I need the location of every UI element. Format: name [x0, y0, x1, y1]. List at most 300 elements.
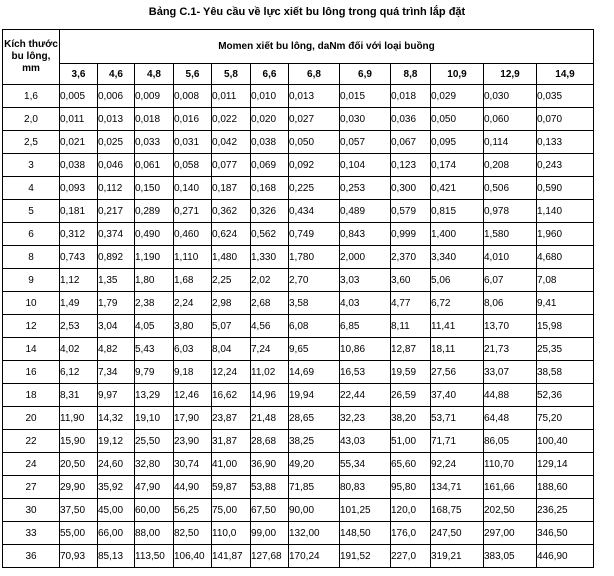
torque-value-cell: 0,050 — [431, 108, 484, 131]
torque-value-cell: 49,20 — [289, 453, 340, 476]
torque-value-cell: 1,68 — [174, 269, 212, 292]
torque-value-cell: 9,41 — [537, 292, 594, 315]
torque-value-cell: 1,780 — [289, 246, 340, 269]
torque-value-cell: 18,11 — [431, 338, 484, 361]
torque-value-cell: 11,90 — [60, 407, 98, 430]
torque-value-cell: 23,87 — [212, 407, 251, 430]
torque-value-cell: 0,027 — [289, 108, 340, 131]
grade-header: 5,6 — [174, 64, 212, 85]
torque-value-cell: 191,52 — [340, 545, 391, 568]
table-row — [3, 499, 594, 522]
torque-value-cell: 82,50 — [174, 522, 212, 545]
torque-value-cell: 22,44 — [340, 384, 391, 407]
torque-value-cell: 2,000 — [340, 246, 391, 269]
bolt-size-cell: 36 — [3, 545, 60, 568]
torque-value-cell: 0,749 — [289, 223, 340, 246]
table-row — [3, 269, 594, 292]
torque-value-cell: 1,49 — [60, 292, 98, 315]
table-row — [3, 154, 594, 177]
torque-value-cell: 0,031 — [174, 131, 212, 154]
torque-value-cell: 95,80 — [391, 476, 431, 499]
grade-row — [3, 64, 594, 85]
torque-value-cell: 0,590 — [537, 177, 594, 200]
torque-value-cell: 8,11 — [391, 315, 431, 338]
table-row — [3, 361, 594, 384]
torque-value-cell: 0,326 — [251, 200, 289, 223]
torque-value-cell: 4,680 — [537, 246, 594, 269]
torque-value-cell: 319,21 — [431, 545, 484, 568]
torque-value-cell: 0,060 — [484, 108, 537, 131]
torque-value-cell: 0,042 — [212, 131, 251, 154]
torque-value-cell: 168,75 — [431, 499, 484, 522]
torque-value-cell: 0,069 — [251, 154, 289, 177]
bolt-size-cell: 2,0 — [3, 108, 60, 131]
torque-value-cell: 19,94 — [289, 384, 340, 407]
torque-value-cell: 148,50 — [340, 522, 391, 545]
torque-value-cell: 44,90 — [174, 476, 212, 499]
torque-value-cell: 110,70 — [484, 453, 537, 476]
torque-value-cell: 0,006 — [98, 85, 135, 108]
torque-value-cell: 13,29 — [135, 384, 174, 407]
torque-value-cell: 0,021 — [60, 131, 98, 154]
torque-value-cell: 0,114 — [484, 131, 537, 154]
torque-value-cell: 32,23 — [340, 407, 391, 430]
torque-value-cell: 4,02 — [60, 338, 98, 361]
grade-header: 14,9 — [537, 64, 594, 85]
table-row — [3, 177, 594, 200]
table-title: Bảng C.1- Yêu cầu về lực xiết bu lông trong quá trình lắp đặt — [148, 6, 466, 18]
torque-value-cell: 2,98 — [212, 292, 251, 315]
torque-value-cell: 19,12 — [98, 430, 135, 453]
torque-value-cell: 21,48 — [251, 407, 289, 430]
torque-value-cell: 28,68 — [251, 430, 289, 453]
torque-value-cell: 0,434 — [289, 200, 340, 223]
torque-value-cell: 71,71 — [431, 430, 484, 453]
torque-value-cell: 2,53 — [60, 315, 98, 338]
torque-value-cell: 67,50 — [251, 499, 289, 522]
torque-value-cell: 0,038 — [251, 131, 289, 154]
torque-value-cell: 0,025 — [98, 131, 135, 154]
torque-value-cell: 1,480 — [212, 246, 251, 269]
torque-value-cell: 113,50 — [135, 545, 174, 568]
torque-value-cell: 37,50 — [60, 499, 98, 522]
bolt-size-cell: 8 — [3, 246, 60, 269]
torque-value-cell: 0,067 — [391, 131, 431, 154]
torque-value-cell: 2,25 — [212, 269, 251, 292]
torque-value-cell: 0,008 — [174, 85, 212, 108]
torque-value-cell: 0,624 — [212, 223, 251, 246]
size-column-header: Kích thước bu lông, mm — [3, 30, 60, 85]
torque-value-cell: 3,60 — [391, 269, 431, 292]
torque-value-cell: 0,181 — [60, 200, 98, 223]
torque-value-cell: 0,421 — [431, 177, 484, 200]
torque-value-cell: 14,32 — [98, 407, 135, 430]
torque-value-cell: 36,90 — [251, 453, 289, 476]
torque-value-cell: 0,022 — [212, 108, 251, 131]
torque-value-cell: 52,36 — [537, 384, 594, 407]
torque-value-cell: 9,18 — [174, 361, 212, 384]
torque-value-cell: 7,24 — [251, 338, 289, 361]
table-row — [3, 246, 594, 269]
torque-value-cell: 0,038 — [60, 154, 98, 177]
torque-value-cell: 9,97 — [98, 384, 135, 407]
torque-value-cell: 247,50 — [431, 522, 484, 545]
torque-value-cell: 3,03 — [340, 269, 391, 292]
torque-value-cell: 297,00 — [484, 522, 537, 545]
table-row — [3, 315, 594, 338]
torque-value-cell: 1,190 — [135, 246, 174, 269]
torque-value-cell: 17,90 — [174, 407, 212, 430]
torque-value-cell: 6,12 — [60, 361, 98, 384]
torque-value-cell: 0,174 — [431, 154, 484, 177]
torque-value-cell: 64,48 — [484, 407, 537, 430]
torque-value-cell: 0,016 — [174, 108, 212, 131]
torque-value-cell: 0,300 — [391, 177, 431, 200]
torque-value-cell: 3,340 — [431, 246, 484, 269]
torque-value-cell: 2,38 — [135, 292, 174, 315]
torque-value-cell: 161,66 — [484, 476, 537, 499]
torque-value-cell: 0,029 — [431, 85, 484, 108]
torque-value-cell: 44,88 — [484, 384, 537, 407]
torque-value-cell: 8,06 — [484, 292, 537, 315]
grade-header: 8,8 — [391, 64, 431, 85]
torque-value-cell: 6,07 — [484, 269, 537, 292]
bolt-size-cell: 27 — [3, 476, 60, 499]
torque-value-cell: 2,24 — [174, 292, 212, 315]
torque-value-cell: 0,093 — [60, 177, 98, 200]
torque-value-cell: 85,13 — [98, 545, 135, 568]
torque-value-cell: 59,87 — [212, 476, 251, 499]
grade-header: 4,6 — [98, 64, 135, 85]
torque-value-cell: 2,68 — [251, 292, 289, 315]
torque-value-cell: 0,562 — [251, 223, 289, 246]
torque-value-cell: 75,00 — [212, 499, 251, 522]
torque-value-cell: 12,24 — [212, 361, 251, 384]
torque-value-cell: 4,77 — [391, 292, 431, 315]
torque-value-cell: 41,00 — [212, 453, 251, 476]
grade-header: 6,8 — [289, 64, 340, 85]
torque-value-cell: 9,65 — [289, 338, 340, 361]
torque-value-cell: 3,04 — [98, 315, 135, 338]
torque-value-cell: 0,070 — [537, 108, 594, 131]
torque-value-cell: 383,05 — [484, 545, 537, 568]
torque-value-cell: 1,79 — [98, 292, 135, 315]
torque-value-cell: 0,362 — [212, 200, 251, 223]
grade-header: 6,9 — [340, 64, 391, 85]
table-row — [3, 476, 594, 499]
torque-value-cell: 0,133 — [537, 131, 594, 154]
table-row — [3, 384, 594, 407]
table-row — [3, 292, 594, 315]
bolt-size-cell: 1,6 — [3, 85, 60, 108]
bolt-size-cell: 14 — [3, 338, 60, 361]
torque-value-cell: 0,168 — [251, 177, 289, 200]
torque-header-bold: Momen xiết bu lông, — [218, 41, 315, 52]
torque-value-cell: 202,50 — [484, 499, 537, 522]
torque-value-cell: 0,374 — [98, 223, 135, 246]
torque-value-cell: 0,030 — [484, 85, 537, 108]
bolt-size-cell: 16 — [3, 361, 60, 384]
torque-value-cell: 37,40 — [431, 384, 484, 407]
torque-value-cell: 47,90 — [135, 476, 174, 499]
grade-header: 5,8 — [212, 64, 251, 85]
torque-value-cell: 101,25 — [340, 499, 391, 522]
bolt-size-cell: 5 — [3, 200, 60, 223]
torque-value-cell: 0,036 — [391, 108, 431, 131]
torque-value-cell: 14,69 — [289, 361, 340, 384]
torque-value-cell: 70,93 — [60, 545, 98, 568]
table-row — [3, 522, 594, 545]
torque-value-cell: 30,74 — [174, 453, 212, 476]
torque-value-cell: 106,40 — [174, 545, 212, 568]
torque-value-cell: 99,00 — [251, 522, 289, 545]
torque-value-cell: 38,20 — [391, 407, 431, 430]
torque-value-cell: 0,046 — [98, 154, 135, 177]
table-row — [3, 338, 594, 361]
torque-value-cell: 346,50 — [537, 522, 594, 545]
torque-value-cell: 16,53 — [340, 361, 391, 384]
grade-header: 6,6 — [251, 64, 289, 85]
torque-value-cell: 110,0 — [212, 522, 251, 545]
torque-value-cell: 0,999 — [391, 223, 431, 246]
torque-value-cell: 6,03 — [174, 338, 212, 361]
bolt-size-cell: 12 — [3, 315, 60, 338]
grade-header: 3,6 — [60, 64, 98, 85]
torque-value-cell: 0,005 — [60, 85, 98, 108]
torque-value-cell: 25,50 — [135, 430, 174, 453]
torque-value-cell: 188,60 — [537, 476, 594, 499]
torque-value-cell: 0,140 — [174, 177, 212, 200]
torque-value-cell: 0,030 — [340, 108, 391, 131]
table-body — [3, 85, 594, 568]
torque-value-cell: 13,70 — [484, 315, 537, 338]
torque-value-cell: 43,03 — [340, 430, 391, 453]
torque-value-cell: 0,150 — [135, 177, 174, 200]
bolt-size-cell: 3 — [3, 154, 60, 177]
torque-value-cell: 10,86 — [340, 338, 391, 361]
table-row — [3, 223, 594, 246]
torque-value-cell: 92,24 — [431, 453, 484, 476]
table-row — [3, 545, 594, 568]
torque-value-cell: 65,60 — [391, 453, 431, 476]
torque-value-cell: 141,87 — [212, 545, 251, 568]
torque-value-cell: 132,00 — [289, 522, 340, 545]
torque-value-cell: 0,843 — [340, 223, 391, 246]
torque-value-cell: 0,018 — [135, 108, 174, 131]
torque-value-cell: 51,00 — [391, 430, 431, 453]
torque-value-cell: 7,34 — [98, 361, 135, 384]
torque-value-cell: 4,05 — [135, 315, 174, 338]
torque-value-cell: 0,033 — [135, 131, 174, 154]
torque-value-cell: 0,020 — [251, 108, 289, 131]
torque-header-rest: daNm đối với loại buồng — [314, 41, 435, 52]
torque-value-cell: 27,56 — [431, 361, 484, 384]
torque-value-cell: 1,580 — [484, 223, 537, 246]
torque-column-header — [60, 30, 594, 64]
torque-value-cell: 4,56 — [251, 315, 289, 338]
torque-value-cell: 0,095 — [431, 131, 484, 154]
torque-value-cell: 5,07 — [212, 315, 251, 338]
torque-value-cell: 0,208 — [484, 154, 537, 177]
torque-value-cell: 0,061 — [135, 154, 174, 177]
torque-value-cell: 45,00 — [98, 499, 135, 522]
torque-value-cell: 0,050 — [289, 131, 340, 154]
torque-value-cell: 60,00 — [135, 499, 174, 522]
table-row — [3, 430, 594, 453]
torque-value-cell: 0,058 — [174, 154, 212, 177]
torque-value-cell: 0,009 — [135, 85, 174, 108]
torque-value-cell: 100,40 — [537, 430, 594, 453]
table-row — [3, 200, 594, 223]
torque-value-cell: 1,400 — [431, 223, 484, 246]
torque-value-cell: 2,70 — [289, 269, 340, 292]
torque-value-cell: 0,815 — [431, 200, 484, 223]
torque-value-cell: 66,00 — [98, 522, 135, 545]
bolt-size-cell: 2,5 — [3, 131, 60, 154]
torque-value-cell: 38,58 — [537, 361, 594, 384]
torque-value-cell: 26,59 — [391, 384, 431, 407]
torque-table — [2, 29, 594, 568]
torque-value-cell: 170,24 — [289, 545, 340, 568]
torque-value-cell: 29,90 — [60, 476, 98, 499]
torque-value-cell: 9,79 — [135, 361, 174, 384]
table-row — [3, 85, 594, 108]
torque-value-cell: 0,013 — [289, 85, 340, 108]
grade-header: 12,9 — [484, 64, 537, 85]
torque-value-cell: 2,02 — [251, 269, 289, 292]
torque-value-cell: 127,68 — [251, 545, 289, 568]
torque-value-cell: 1,110 — [174, 246, 212, 269]
torque-value-cell: 2,370 — [391, 246, 431, 269]
torque-value-cell: 32,80 — [135, 453, 174, 476]
torque-value-cell: 0,253 — [340, 177, 391, 200]
torque-value-cell: 8,04 — [212, 338, 251, 361]
torque-value-cell: 0,035 — [537, 85, 594, 108]
torque-value-cell: 35,92 — [98, 476, 135, 499]
torque-value-cell: 21,73 — [484, 338, 537, 361]
bolt-size-cell: 10 — [3, 292, 60, 315]
torque-value-cell: 88,00 — [135, 522, 174, 545]
torque-value-cell: 0,013 — [98, 108, 135, 131]
torque-value-cell: 12,46 — [174, 384, 212, 407]
torque-value-cell: 3,80 — [174, 315, 212, 338]
torque-value-cell: 0,057 — [340, 131, 391, 154]
torque-value-cell: 23,90 — [174, 430, 212, 453]
torque-value-cell: 236,25 — [537, 499, 594, 522]
torque-value-cell: 19,59 — [391, 361, 431, 384]
torque-value-cell: 14,96 — [251, 384, 289, 407]
torque-value-cell: 0,892 — [98, 246, 135, 269]
torque-value-cell: 0,018 — [391, 85, 431, 108]
torque-value-cell: 0,011 — [60, 108, 98, 131]
table-row — [3, 407, 594, 430]
torque-value-cell: 1,140 — [537, 200, 594, 223]
torque-value-cell: 6,08 — [289, 315, 340, 338]
torque-value-cell: 11,41 — [431, 315, 484, 338]
torque-value-cell: 0,217 — [98, 200, 135, 223]
torque-value-cell: 90,00 — [289, 499, 340, 522]
torque-value-cell: 8,31 — [60, 384, 98, 407]
torque-value-cell: 15,90 — [60, 430, 98, 453]
torque-value-cell: 28,65 — [289, 407, 340, 430]
torque-value-cell: 86,05 — [484, 430, 537, 453]
torque-value-cell: 1,12 — [60, 269, 98, 292]
torque-value-cell: 5,43 — [135, 338, 174, 361]
torque-value-cell: 56,25 — [174, 499, 212, 522]
bolt-size-cell: 9 — [3, 269, 60, 292]
torque-value-cell: 4,03 — [340, 292, 391, 315]
torque-value-cell: 53,88 — [251, 476, 289, 499]
torque-value-cell: 38,25 — [289, 430, 340, 453]
torque-value-cell: 4,010 — [484, 246, 537, 269]
torque-value-cell: 446,90 — [537, 545, 594, 568]
torque-value-cell: 15,98 — [537, 315, 594, 338]
torque-value-cell: 16,62 — [212, 384, 251, 407]
table-row — [3, 108, 594, 131]
torque-value-cell: 20,50 — [60, 453, 98, 476]
bolt-size-cell: 6 — [3, 223, 60, 246]
grade-header: 4,8 — [135, 64, 174, 85]
torque-value-cell: 11,02 — [251, 361, 289, 384]
torque-value-cell: 55,00 — [60, 522, 98, 545]
bolt-size-cell: 30 — [3, 499, 60, 522]
torque-value-cell: 227,0 — [391, 545, 431, 568]
torque-value-cell: 1,80 — [135, 269, 174, 292]
torque-value-cell: 120,0 — [391, 499, 431, 522]
torque-value-cell: 80,83 — [340, 476, 391, 499]
torque-value-cell: 53,71 — [431, 407, 484, 430]
table-row — [3, 453, 594, 476]
grade-header: 10,9 — [431, 64, 484, 85]
torque-value-cell: 24,60 — [98, 453, 135, 476]
torque-value-cell: 31,87 — [212, 430, 251, 453]
torque-value-cell: 0,243 — [537, 154, 594, 177]
torque-value-cell: 0,289 — [135, 200, 174, 223]
torque-value-cell: 25,35 — [537, 338, 594, 361]
torque-value-cell: 0,010 — [251, 85, 289, 108]
torque-value-cell: 6,72 — [431, 292, 484, 315]
torque-value-cell: 7,08 — [537, 269, 594, 292]
torque-value-cell: 0,187 — [212, 177, 251, 200]
torque-value-cell: 33,07 — [484, 361, 537, 384]
torque-value-cell: 1,330 — [251, 246, 289, 269]
torque-value-cell: 4,82 — [98, 338, 135, 361]
torque-value-cell: 55,34 — [340, 453, 391, 476]
torque-value-cell: 19,10 — [135, 407, 174, 430]
torque-value-cell: 71,85 — [289, 476, 340, 499]
torque-value-cell: 1,35 — [98, 269, 135, 292]
torque-value-cell: 0,123 — [391, 154, 431, 177]
torque-value-cell: 5,06 — [431, 269, 484, 292]
torque-value-cell: 0,104 — [340, 154, 391, 177]
torque-value-cell: 0,077 — [212, 154, 251, 177]
torque-value-cell: 129,14 — [537, 453, 594, 476]
torque-value-cell: 0,506 — [484, 177, 537, 200]
torque-value-cell: 0,271 — [174, 200, 212, 223]
bolt-size-cell: 18 — [3, 384, 60, 407]
torque-value-cell: 0,489 — [340, 200, 391, 223]
torque-value-cell: 0,978 — [484, 200, 537, 223]
torque-value-cell: 0,743 — [60, 246, 98, 269]
bolt-size-cell: 33 — [3, 522, 60, 545]
header-row — [3, 30, 594, 64]
torque-value-cell: 12,87 — [391, 338, 431, 361]
bolt-size-cell: 4 — [3, 177, 60, 200]
torque-value-cell: 134,71 — [431, 476, 484, 499]
torque-value-cell: 3,58 — [289, 292, 340, 315]
torque-value-cell: 0,015 — [340, 85, 391, 108]
table-row — [3, 131, 594, 154]
